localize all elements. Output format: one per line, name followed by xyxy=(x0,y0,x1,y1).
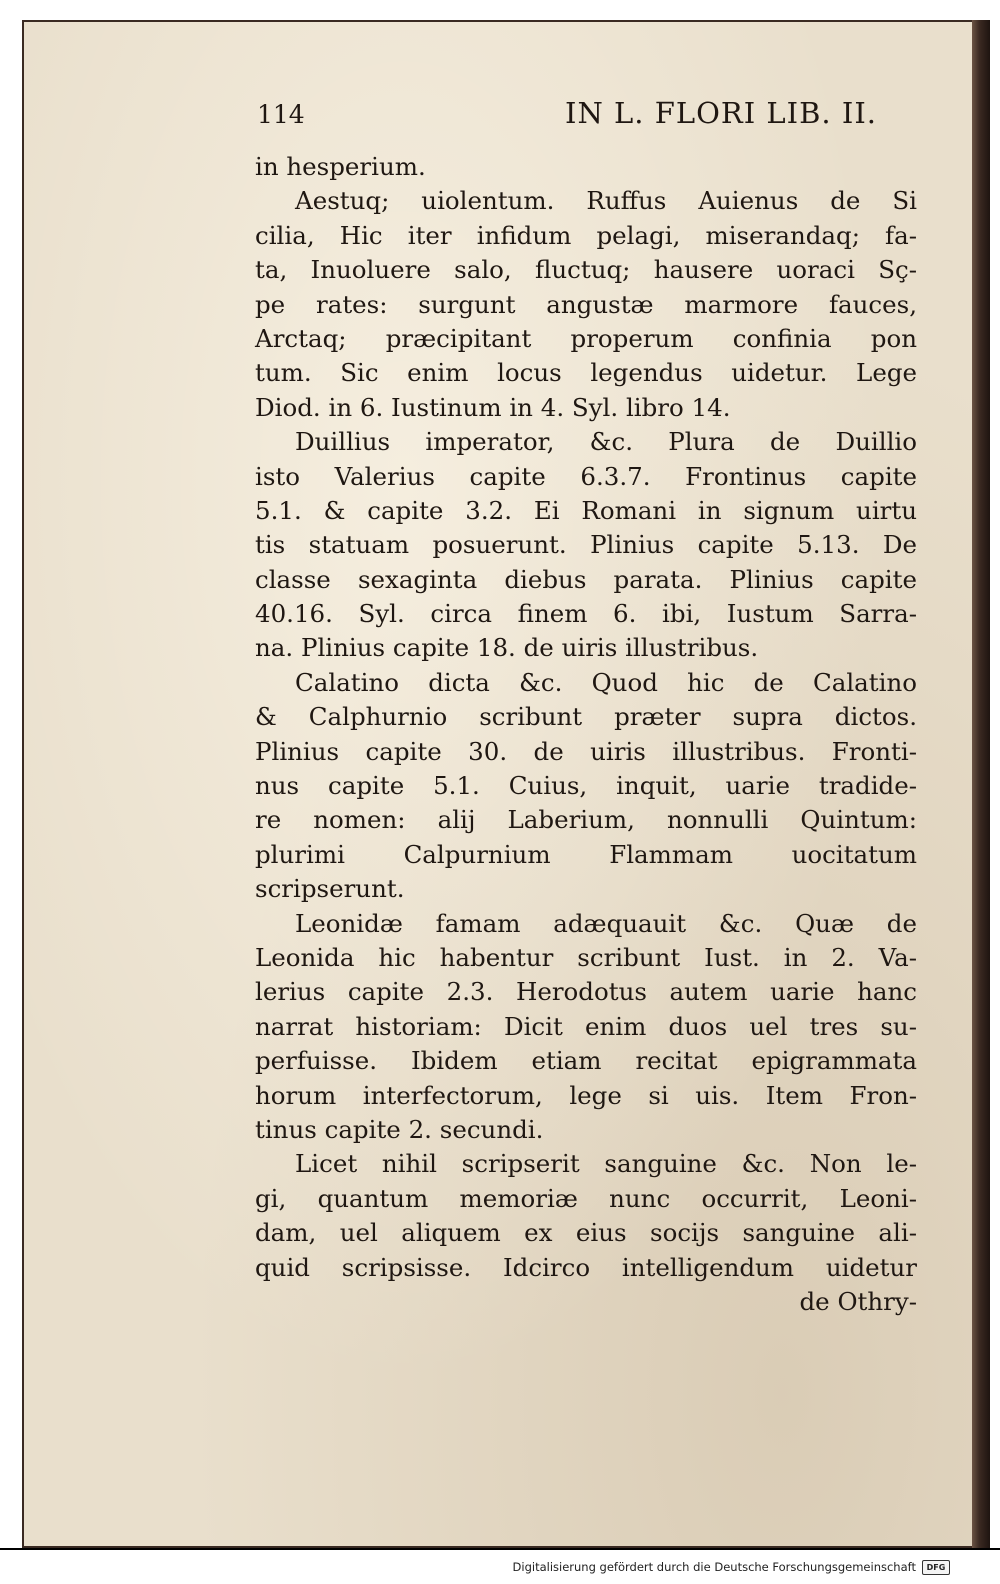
text-line: Arctaq; præcipitant properum confinia pon xyxy=(255,323,917,353)
text-line: Plinius capite 30. de uiris illustribus. Fronti- xyxy=(255,736,917,766)
text-line: re nomen: alij Laberium, nonnulli Quintum: xyxy=(255,805,917,835)
page-number: 114 xyxy=(257,100,305,129)
text-line: Duillius imperator, &c. Plura de Duillio xyxy=(295,427,917,457)
text-line: quid scripsisse. Idcirco intelligendum uidetur xyxy=(255,1252,917,1282)
page-edge xyxy=(972,20,990,1548)
text-line: lerius capite 2.3. Herodotus autem uarie hanc xyxy=(255,977,917,1007)
body-text xyxy=(255,150,917,1319)
text-line: perfuisse. Ibidem etiam recitat epigrammata xyxy=(255,1046,917,1076)
text-line: & Calphurnio scribunt præter supra dictos. xyxy=(255,702,917,732)
catchword: de Othry- xyxy=(799,1286,917,1316)
text-line: na. Plinius capite 18. de uiris illustribus. xyxy=(255,633,759,663)
text-line: ta, Inuoluere salo, fluctuq; hausere uoraci Sç- xyxy=(255,255,917,285)
dfg-logo-icon: DFG xyxy=(922,1560,950,1575)
scan-bottom-edge xyxy=(0,1548,1000,1550)
text-line: 40.16. Syl. circa finem 6. ibi, Iustum Sarra- xyxy=(255,599,917,629)
running-head xyxy=(257,96,877,136)
text-line: cilia, Hic iter infidum pelagi, miserandaq; fa- xyxy=(255,220,917,250)
text-line: horum interfectorum, lege si uis. Item Fron- xyxy=(255,1080,917,1110)
text-line: gi, quantum memoriæ nunc occurrit, Leoni- xyxy=(255,1183,917,1213)
text-line: Diod. in 6. Iustinum in 4. Syl. libro 14. xyxy=(255,392,731,422)
text-line: scripserunt. xyxy=(255,874,405,904)
text-line: 5.1. & capite 3.2. Ei Romani in signum uirtu xyxy=(255,495,917,525)
text-line: pe rates: surgunt angustæ marmore fauces, xyxy=(255,289,917,319)
text-line: Licet nihil scripserit sanguine &c. Non le- xyxy=(295,1149,917,1179)
text-line: plurimi Calpurnium Flammam uocitatum xyxy=(255,839,917,869)
text-line: in hesperium. xyxy=(255,152,426,181)
text-line: nus capite 5.1. Cuius, inquit, uarie tradide- xyxy=(255,771,917,801)
text-line: tinus capite 2. secundi. xyxy=(255,1114,544,1144)
text-line: dam, uel aliquem ex eius socijs sanguine ali- xyxy=(255,1218,917,1248)
text-line: Leonida hic habentur scribunt Iust. in 2. Va- xyxy=(255,942,917,972)
text-line: tis statuam posuerunt. Plinius capite 5.13. De xyxy=(255,530,917,560)
text-line: narrat historiam: Dicit enim duos uel tres su- xyxy=(255,1011,917,1041)
text-line: isto Valerius capite 6.3.7. Frontinus capite xyxy=(255,461,917,491)
text-line: Aestuq; uiolentum. Ruffus Auienus de Si xyxy=(295,186,917,216)
text-line: classe sexaginta diebus parata. Plinius capite xyxy=(255,564,917,594)
running-title: IN L. FLORI LIB. II. xyxy=(565,96,877,130)
text-line: Leonidæ famam adæquauit &c. Quæ de xyxy=(295,908,917,938)
credit-text: Digitalisierung gefördert durch die Deutsche Forschungsgemeinschaft xyxy=(512,1560,916,1574)
text-line: Calatino dicta &c. Quod hic de Calatino xyxy=(295,667,917,697)
text-line: tum. Sic enim locus legendus uidetur. Lege xyxy=(255,358,917,388)
digitization-credit xyxy=(513,1557,950,1577)
